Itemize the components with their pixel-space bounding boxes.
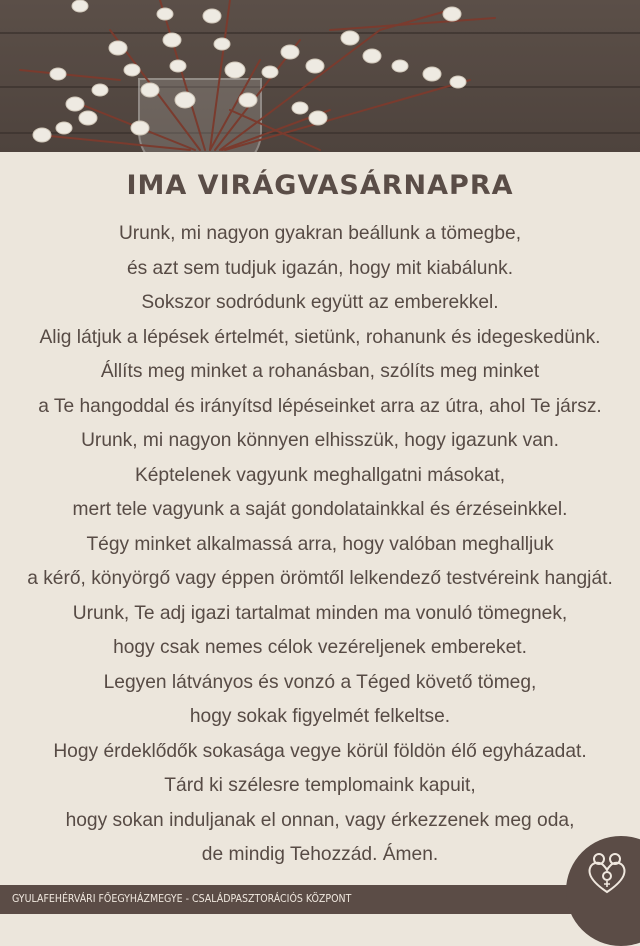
prayer-line: de mindig Tehozzád. Ámen. (201, 844, 439, 865)
prayer-line: Urunk, mi nagyon gyakran beállunk a tömegbe, (118, 223, 522, 244)
footer-text: GYULAFEHÉRVÁRI FŐEGYHÁZMEGYE - CSALÁDPASZTORÁCIÓS KÖZPONT (12, 893, 352, 905)
prayer-line: mert tele vagyunk a saját gondolatainkkal és érzéseinkkel. (72, 499, 568, 520)
prayer-line: Sokszor sodródunk együtt az emberekkel. (141, 292, 499, 313)
prayer-line: Képtelenek vagyunk meghallgatni másokat, (134, 464, 506, 486)
pussy-willow-icon (0, 0, 640, 152)
prayer-line: Alig látjuk a lépések értelmét, sietünk, rohanunk és idegeskedünk. (39, 326, 601, 348)
prayer-line: Állíts meg minket a rohanásban, szólíts meg minket (100, 361, 540, 382)
prayer-line: Tégy minket alkalmassá arra, hogy valóban meghalljuk (86, 533, 554, 555)
family-hearts-logo-icon (582, 848, 632, 898)
prayer-line: és azt sem tudjuk igazán, hogy mit kiabálunk. (126, 257, 514, 279)
footer-bar (0, 885, 640, 914)
prayer-line: Urunk, mi nagyon könnyen elhisszük, hogy igazunk van. (81, 430, 559, 451)
page-title: IMA VIRÁGVASÁRNAPRA (126, 170, 514, 201)
prayer-line: Hogy érdeklődők sokasága vegye körül földön élő egyházadat. (53, 740, 587, 762)
header-photo (0, 0, 640, 152)
prayer-line: Legyen látványos és vonzó a Téged követő tömeg, (103, 671, 537, 693)
prayer-line: a kérő, könyörgő vagy éppen örömtől lelkendező testvéreink hangját. (27, 568, 613, 589)
prayer-line: a Te hangoddal és irányítsd lépéseinket arra az útra, ahol Te jársz. (38, 395, 602, 417)
prayer-line: Tárd ki szélesre templomaink kapuit, (164, 775, 476, 796)
prayer-line: hogy sokan induljanak el onnan, vagy érkezzenek meg oda, (65, 809, 575, 831)
prayer-line: hogy csak nemes célok vezéreljenek embereket. (113, 637, 527, 658)
prayer-line: Urunk, Te adj igazi tartalmat minden ma vonuló tömegnek, (72, 602, 568, 624)
prayer-text (0, 217, 640, 873)
prayer-line: hogy sokak figyelmét felkeltse. (189, 706, 451, 727)
